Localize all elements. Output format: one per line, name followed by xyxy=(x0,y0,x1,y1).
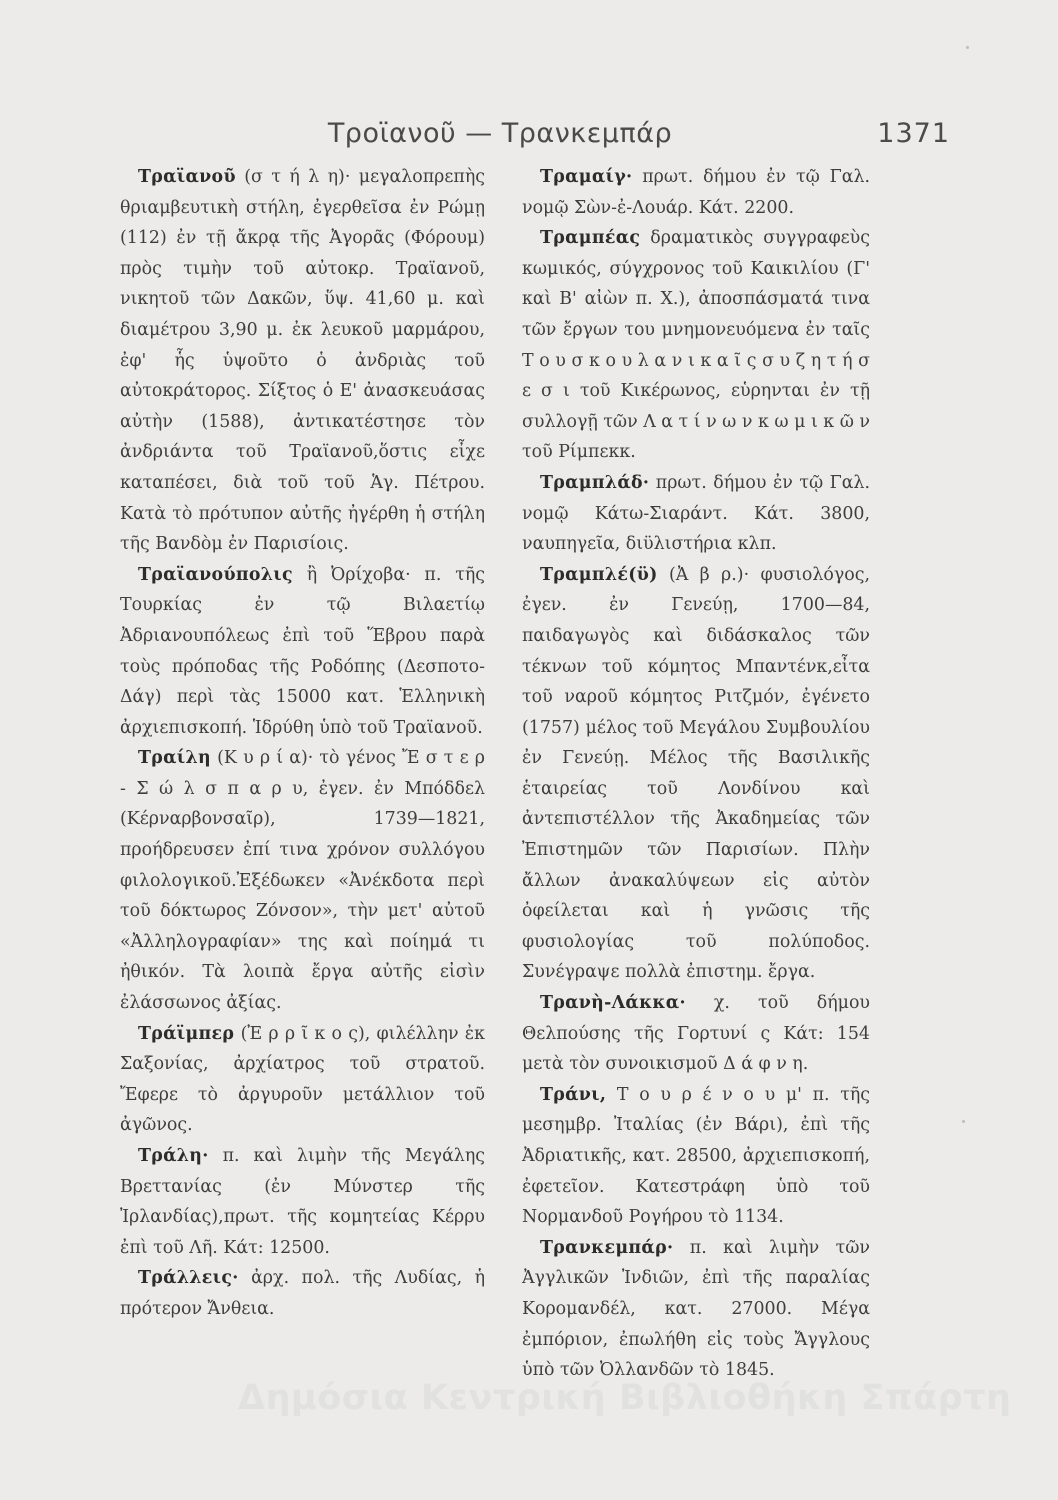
dictionary-entry xyxy=(522,468,870,560)
entry-text: (Ἀ β ρ.)· φυσιολόγος, ἐγεν. ἐν Γενεύῃ, 1700—84, παιδαγωγὸς καὶ διδάσκαλος τῶν τέκνων τοῦ κόμητος Μπαντένκ,εἶτα τοῦ ναροῦ κόμητος Ριτζμόν, ἐγένετο (1757) μέλος τοῦ Μεγάλου Συμβουλίου ἐν Γενεύῃ. Μέλος τῆς Βασιλικῆς ἑταιρείας τοῦ Λονδίνου καὶ ἀντεπιστέλλον τῆς Ἀκαδημείας τῶν Ἐπιστημῶν τῶν Παρισίων. Πλὴν ἄλλων ἀνακαλύψεων εἰς αὐτὸν ὀφείλεται καὶ ἡ γνῶσις τῆς φυσιολογίας τοῦ πολύποδος. Συνέγραψε πολλὰ ἐπιστημ. ἔργα. xyxy=(522,564,870,983)
entry-lemma: Τρανκεμπάρ· xyxy=(540,1237,674,1258)
entry-text: Τ ο υ ρ έ ν ο υ μ' π. τῆς μεσημβρ. Ἰταλίας (ἐν Βάρι), ἐπὶ τῆς Ἀδριατικῆς, κατ. 28500, ἀρχιεπισκοπή, ἐφετεῖον. Κατεστράφη ὑπὸ τοῦ Νορμανδοῦ Ρογήρου τὸ 1134. xyxy=(522,1084,871,1228)
entry-text: π. καὶ λιμὴν τῆς Μεγάλης Βρεττανίας (ἐν Μύνστερ τῆς Ἰρλανδίας),πρωτ. τῆς κομητείας Κέρρυ ἐπὶ τοῦ Λῆ. Κάτ: 12500. xyxy=(120,1146,485,1258)
entry-lemma: Τραίλη xyxy=(138,748,211,769)
dictionary-entry xyxy=(120,1019,485,1141)
entry-text: πρωτ. δήμου ἐν τῷ Γαλ. νομῷ Κάτω-Σιαράντ. Κάτ. 3800, ναυπηγεῖα, διϋλιστήρια κλπ. xyxy=(522,472,870,555)
entry-text: ἀρχ. πολ. τῆς Λυδίας, ἡ πρότερον Ἄνθεια. xyxy=(120,1268,485,1319)
entry-text: χ. τοῦ δήμου Θελπούσης τῆς Γορτυνί ς Κάτ: 154 μετὰ τὸν συνοικισμοῦ Δ ά φ ν η. xyxy=(522,993,870,1075)
entry-lemma: Τραμπέας xyxy=(540,228,641,249)
entry-text: (σ τ ή λ η)· μεγαλοπρεπὴς θριαμβευτικὴ στήλη, ἐγερθεῖσα ἐν Ρώμῃ (112) ἐν τῇ ἄκρᾳ τῆς Ἀγορᾶς (Φόρουμ) πρὸς τιμὴν τοῦ αὐτοκρ. Τραϊανοῦ, νικητοῦ τῶν Δακῶν, ὕψ. 41,60 μ. καὶ διαμέτρου 3,90 μ. ἐκ λευκοῦ μαρμάρου, ἐφ' ἧς ὑψοῦτο ὁ ἀνδριὰς τοῦ αὐτοκράτορος. Σίξτος ὁ Ε' ἀνασκευάσας αὐτὴν (1588), ἀντικατέστησε τὸν ἀνδριάντα τοῦ Τραϊανοῦ,ὅστις εἶχε καταπέσει, διὰ τοῦ τοῦ Ἁγ. Πέτρου. Κατὰ τὸ πρότυπον αὐτῆς ἠγέρθη ἡ στήλη τῆς Βανδὸμ ἐν Παρισίοις. xyxy=(120,167,485,555)
library-watermark: Δημόσια Κεντρική Βιβλιοθήκη Σπάρτη xyxy=(238,1378,1012,1418)
entry-lemma: Τραμπλάδ· xyxy=(540,472,650,493)
right-column xyxy=(522,162,870,1386)
dictionary-entry xyxy=(522,560,870,988)
left-column xyxy=(120,162,485,1325)
dictionary-entry xyxy=(522,162,870,223)
entry-text: (Ἐ ρ ρ ῖ κ ο ς), φιλέλλην ἐκ Σαξονίας, ἀρχίατρος τοῦ στρατοῦ. Ἔφερε τὸ ἀργυροῦν μετάλλιον τοῦ ἀγῶνος. xyxy=(120,1023,486,1136)
entry-text: πρωτ. δήμου ἐν τῷ Γαλ. νομῷ Σὼν-ἐ-Λουάρ. Κάτ. 2200. xyxy=(522,167,870,218)
running-head xyxy=(120,118,960,152)
dictionary-entry xyxy=(120,162,485,560)
entry-lemma: Τράλη· xyxy=(138,1146,209,1166)
entry-lemma: Τραϊανούπολις xyxy=(138,564,293,585)
dictionary-entry xyxy=(120,1263,485,1324)
page-header-title: Τροϊανοῦ — Τρανκεμπάρ xyxy=(327,118,673,149)
entry-lemma: Τράϊμπερ xyxy=(138,1023,235,1044)
dictionary-entry xyxy=(522,1080,870,1233)
entry-lemma: Τραϊανοῦ xyxy=(138,167,236,187)
dictionary-entry xyxy=(120,743,485,1018)
entry-text: δραματικὸς συγγραφεὺς κωμικός, σύγχρονος τοῦ Καικιλίου (Γ' καὶ Β' αἰὼν π. Χ.), ἀποσπάσματά τινα τῶν ἔργων του μνημονευόμενα ἐν ταῖς Τ ο υ σ κ ο υ λ α ν ι κ α ῖ ς σ υ ζ η τ ή σ ε σ ι τοῦ Κικέρωνος, εὑρηνται ἐν τῇ συλλογῇ τῶν Λ α τ ί ν ω ν κ ω μ ι κ ῶ ν τοῦ Ρίμπεκκ. xyxy=(522,228,870,463)
entry-lemma: Τραμπλέ(ϋ) xyxy=(540,564,658,585)
dictionary-entry xyxy=(120,1141,485,1263)
entry-lemma: Τράνι, xyxy=(540,1084,607,1105)
dictionary-entry xyxy=(522,1233,870,1386)
entry-text: π. καὶ λιμὴν τῶν Ἀγγλικῶν Ἰνδιῶν, ἐπὶ τῆς παραλίας Κορομανδέλ, κατ. 27000. Μέγα ἐμπόριον, ἐπωλήθη εἰς τοὺς Ἄγγλους ὑπὸ τῶν Ὀλλανδῶν τὸ 1845. xyxy=(522,1237,871,1381)
entry-text: (Κ υ ρ ί α)· τὸ γένος Ἔ σ τ ε ρ - Σ ώ λ σ π α ρ υ, ἐγεν. ἐν Μπόδδελ (Κέρναρβονσαῖρ), 1739—1821, προήδρευσεν ἐπί τινα χρόνον συλλόγου φιλολογικοῦ.Ἐξέδωκεν «Ἀνέκδοτα περὶ τοῦ δόκτωρος Ζόνσον», τὴν μετ' αὐτοῦ «Ἀλληλογραφίαν» της καὶ ποίημά τι ἠθικόν. Τὰ λοιπὰ ἔργα αὐτῆς εἰσὶν ἐλάσσωνος ἀξίας. xyxy=(120,748,485,1014)
entry-lemma: Τρανὴ-Λάκκα· xyxy=(540,993,686,1014)
scan-speck xyxy=(962,1120,965,1123)
page-number: 1371 xyxy=(877,118,950,149)
dictionary-entry xyxy=(522,988,870,1080)
dictionary-entry xyxy=(120,560,485,744)
dictionary-entry xyxy=(522,223,870,468)
entry-text: ἢ Ὀρίχοβα· π. τῆς Τουρκίας ἐν τῷ Βιλαετίῳ Ἀδριανουπόλεως ἐπὶ τοῦ Ἕβρου παρὰ τοὺς πρόποδας τῆς Ροδόπης (Δεσποτο-Δάγ) περὶ τὰς 15000 κατ. Ἑλληνικὴ ἀρχιεπισκοπή. Ἱδρύθη ὑπὸ τοῦ Τραϊανοῦ. xyxy=(120,564,486,738)
entry-lemma: Τράλλεις· xyxy=(138,1268,239,1289)
entry-lemma: Τραμαίγ· xyxy=(540,167,633,187)
scan-speck xyxy=(966,46,969,49)
